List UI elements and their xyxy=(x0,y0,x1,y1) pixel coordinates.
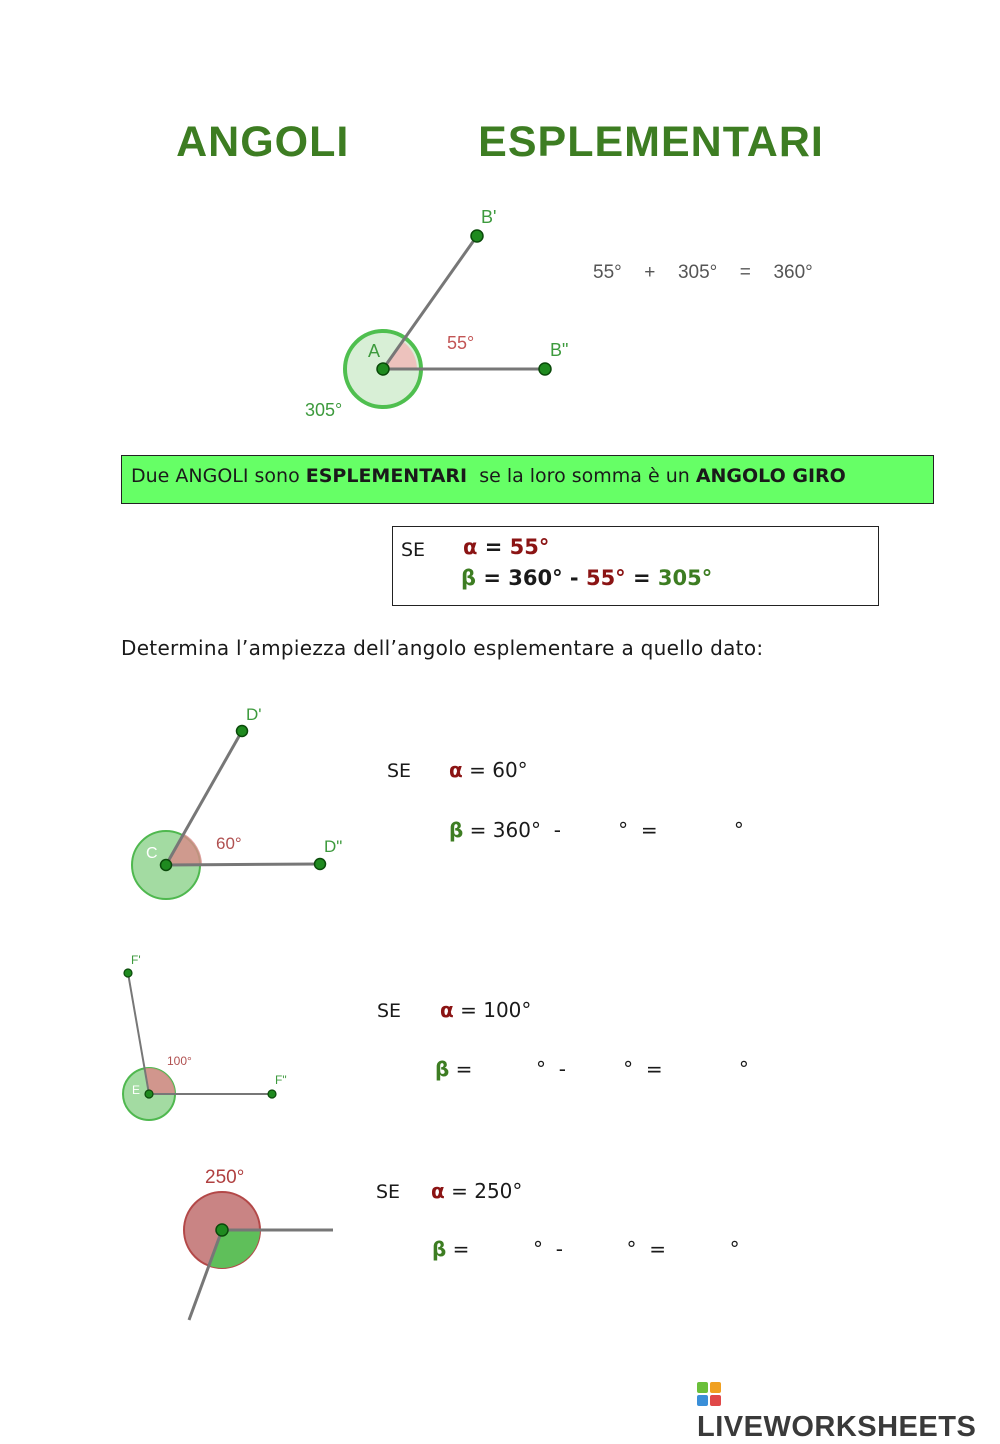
point-b2 xyxy=(539,363,551,375)
ex2-beta-symbol: β xyxy=(435,1057,450,1081)
point-b1 xyxy=(471,230,483,242)
rule-box xyxy=(392,526,879,606)
rule-alpha-eq: = xyxy=(477,535,510,559)
ex3-beta-symbol: β xyxy=(432,1237,447,1261)
ex2-point-f1 xyxy=(124,969,132,977)
ex2-label-f1: F' xyxy=(131,953,141,967)
ex1-beta-text: = 360° - ° = ° xyxy=(463,818,744,842)
def-text-1: Due ANGOLI sono xyxy=(131,465,306,487)
ex2-alpha-value: = 100° xyxy=(453,998,532,1022)
ex3-se: SE xyxy=(376,1181,401,1203)
rule-beta-result: 305° xyxy=(657,566,713,590)
ex3-angle-label: 250° xyxy=(205,1167,245,1188)
ex2-point-e xyxy=(145,1090,153,1098)
label-305: 305° xyxy=(305,400,343,420)
rule-alpha-value: 55° xyxy=(509,535,550,559)
ex1-beta-line xyxy=(449,818,744,842)
liveworksheets-logo xyxy=(697,1378,1000,1444)
label-b1: B' xyxy=(481,207,497,227)
rule-beta-start: = 360° - xyxy=(476,566,586,590)
ex1-point-d2 xyxy=(315,859,326,870)
ex1-point-c xyxy=(161,860,172,871)
ex1-label-d1: D' xyxy=(246,705,262,724)
liveworksheets-logo-text: LIVEWORKSHEETS xyxy=(697,1411,977,1443)
definition-box xyxy=(121,455,934,504)
ex2-point-f2 xyxy=(268,1090,276,1098)
rule-se-label: SE xyxy=(401,539,426,561)
example-equation: 55° + 305° = 360° xyxy=(593,262,813,283)
ex1-alpha-line xyxy=(449,758,528,782)
ex2-alpha-symbol: α xyxy=(440,998,454,1022)
rule-alpha-line xyxy=(463,535,549,559)
def-bold-angolo-giro: ANGOLO GIRO xyxy=(695,465,846,487)
exercise-2-figure xyxy=(115,950,315,1130)
exercise-prompt: Determina l’ampiezza dell’angolo esplementare a quello dato: xyxy=(121,636,764,660)
liveworksheets-logo-icon xyxy=(697,1382,721,1406)
ex1-se: SE xyxy=(387,760,412,782)
point-a xyxy=(377,363,389,375)
rule-beta-mid: = xyxy=(625,566,658,590)
ex3-alpha-line xyxy=(431,1179,522,1203)
rule-alpha-symbol: α xyxy=(463,535,478,559)
example-angle-figure xyxy=(290,195,590,430)
exercise-1-figure xyxy=(120,700,360,910)
ex1-angle-label: 60° xyxy=(216,834,242,853)
rule-beta-line xyxy=(461,566,712,590)
exercise-3-figure xyxy=(170,1160,340,1330)
label-55: 55° xyxy=(447,333,475,353)
rule-beta-sub: 55° xyxy=(585,566,626,590)
ex3-vertex xyxy=(216,1224,228,1236)
ex1-point-d1 xyxy=(237,726,248,737)
ex2-beta-line xyxy=(435,1057,749,1081)
ex1-beta-symbol: β xyxy=(449,818,464,842)
ex2-alpha-line xyxy=(440,998,531,1022)
ex3-beta-text: = ° - ° = ° xyxy=(446,1237,740,1261)
ex3-alpha-symbol: α xyxy=(431,1179,445,1203)
ex2-se: SE xyxy=(377,1000,402,1022)
ex2-beta-text: = ° - ° = ° xyxy=(449,1057,749,1081)
ex1-label-d2: D" xyxy=(324,837,343,856)
ex1-ray-2 xyxy=(166,864,320,865)
label-a: A xyxy=(368,341,381,361)
def-bold-esplementari: ESPLEMENTARI xyxy=(305,465,468,487)
label-b2: B" xyxy=(550,340,569,360)
ex2-label-f2: F" xyxy=(275,1073,287,1087)
ex1-label-c: C xyxy=(146,845,158,862)
ex1-alpha-value: = 60° xyxy=(462,758,528,782)
ex2-angle-label: 100° xyxy=(167,1054,192,1068)
page-title: ANGOLI ESPLEMENTARI xyxy=(176,118,824,166)
def-text-2: se la loro somma è un xyxy=(467,465,696,487)
ex3-beta-line xyxy=(432,1237,740,1261)
ex3-alpha-value: = 250° xyxy=(444,1179,523,1203)
ex2-label-e: E xyxy=(132,1083,141,1097)
ex1-alpha-symbol: α xyxy=(449,758,463,782)
rule-beta-symbol: β xyxy=(461,566,477,590)
